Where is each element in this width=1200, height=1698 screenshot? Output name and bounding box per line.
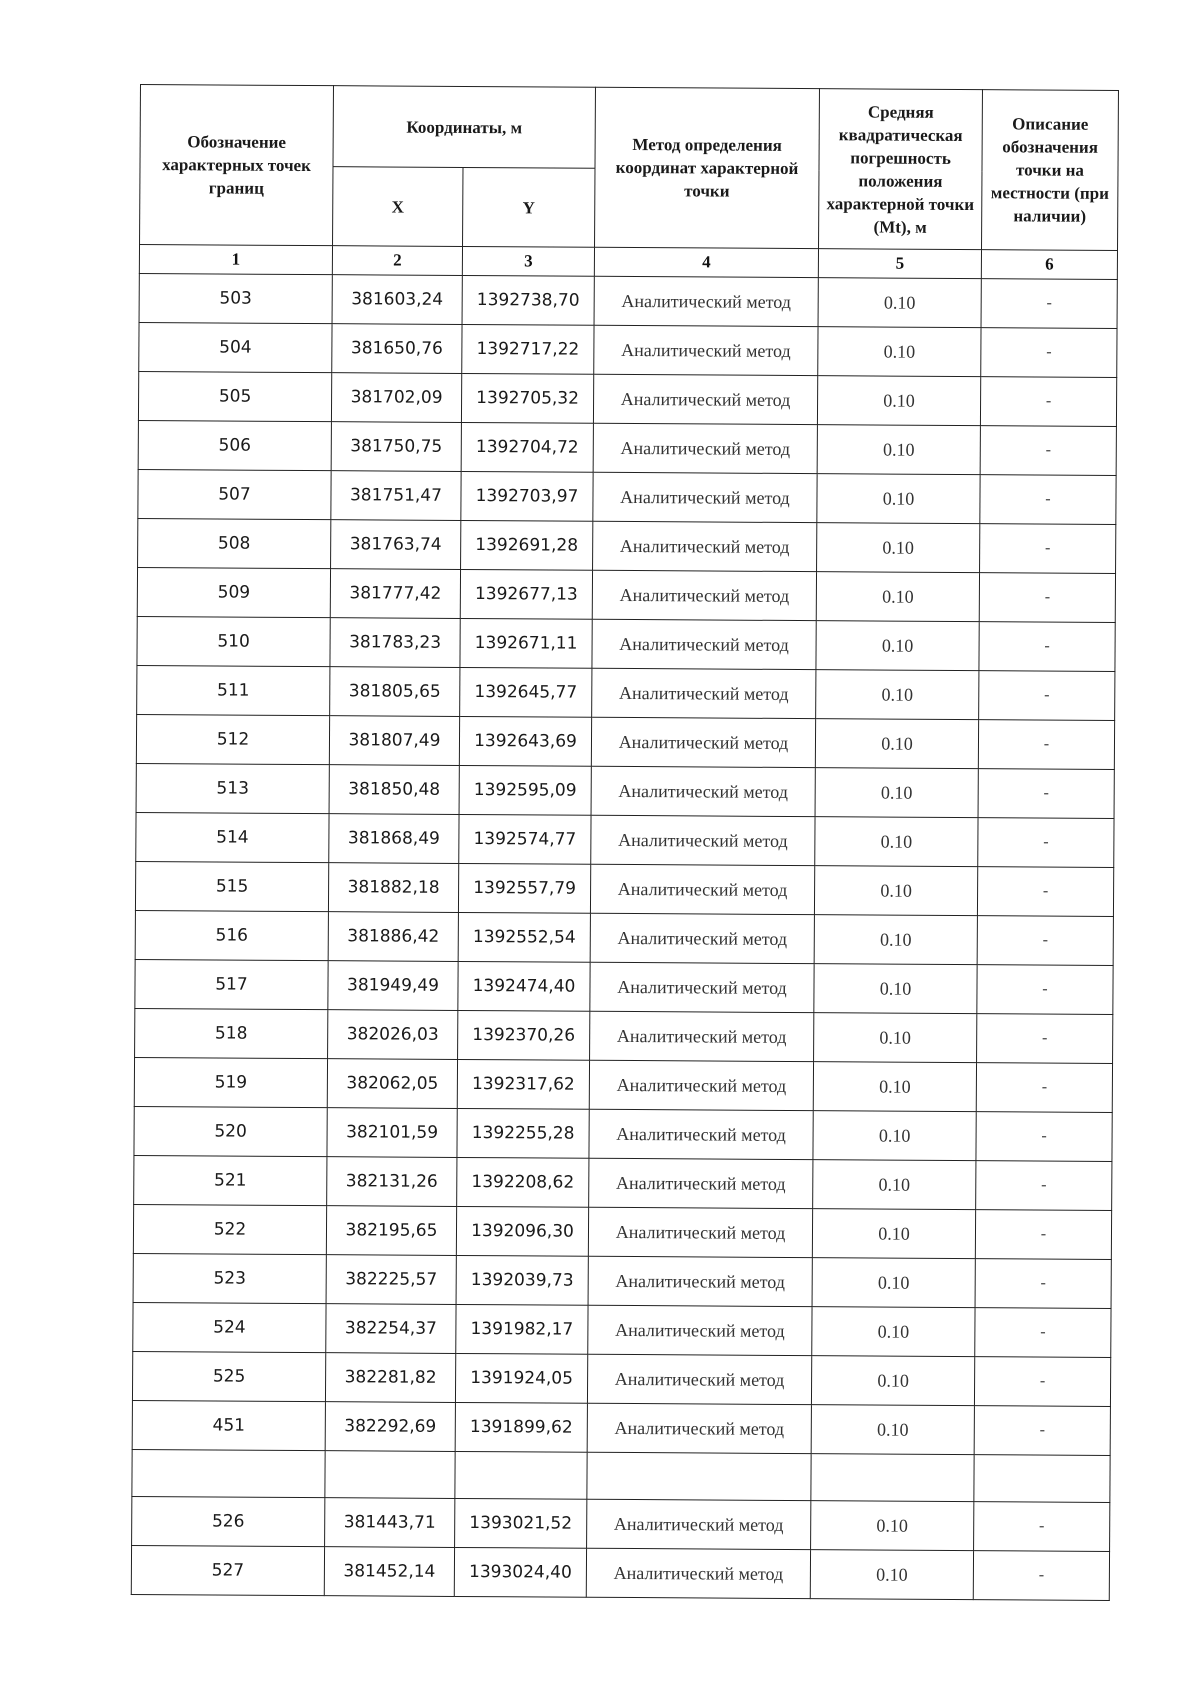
empty-cell	[811, 1454, 974, 1502]
method-cell: Аналитический метод	[592, 619, 816, 669]
column-number: 4	[594, 247, 818, 277]
y-coordinate-cell: 1392552,54	[458, 912, 590, 962]
mean-square-error-cell: 0.10	[817, 425, 980, 475]
mean-square-error-cell: 0.10	[818, 278, 981, 328]
point-id-cell: 507	[138, 469, 331, 519]
mean-square-error-cell: 0.10	[812, 1209, 975, 1259]
mean-square-error-cell: 0.10	[816, 621, 979, 671]
point-id-cell: 515	[135, 861, 328, 911]
point-id-cell: 523	[133, 1253, 326, 1303]
mean-square-error-cell: 0.10	[813, 1160, 976, 1210]
table-row	[138, 420, 1116, 475]
y-coordinate-cell: 1392703,97	[461, 471, 593, 521]
table-row	[133, 1302, 1111, 1357]
table-row	[139, 273, 1117, 328]
point-id-cell: 518	[135, 1008, 328, 1058]
x-coordinate-cell: 381882,18	[328, 863, 458, 913]
mean-square-error-cell: 0.10	[812, 1307, 975, 1357]
description-cell: -	[981, 279, 1117, 329]
mean-square-error-cell: 0.10	[811, 1501, 974, 1551]
y-coordinate-cell: 1392705,32	[461, 373, 593, 423]
table-row	[135, 959, 1113, 1014]
method-cell: Аналитический метод	[588, 1305, 812, 1355]
table-row	[136, 763, 1114, 818]
method-cell: Аналитический метод	[590, 913, 814, 963]
method-cell: Аналитический метод	[590, 864, 814, 914]
method-cell: Аналитический метод	[589, 1109, 813, 1159]
method-cell: Аналитический метод	[588, 1256, 812, 1306]
method-cell: Аналитический метод	[592, 668, 816, 718]
y-coordinate-cell: 1392595,09	[459, 765, 591, 815]
description-cell: -	[974, 1502, 1110, 1552]
x-coordinate-cell: 381949,49	[328, 961, 458, 1011]
method-cell: Аналитический метод	[593, 472, 817, 522]
description-cell: -	[976, 1112, 1112, 1162]
description-cell: -	[975, 1210, 1111, 1260]
point-id-cell: 517	[135, 959, 328, 1009]
y-coordinate-cell: 1392643,69	[459, 716, 591, 766]
description-cell: -	[976, 1161, 1112, 1211]
x-coordinate-cell: 381886,42	[328, 912, 458, 962]
mean-square-error-cell: 0.10	[810, 1550, 973, 1600]
table-row	[132, 1400, 1110, 1455]
y-coordinate-cell: 1392370,26	[458, 1010, 590, 1060]
mean-square-error-cell: 0.10	[816, 670, 979, 720]
mean-square-error-cell: 0.10	[817, 474, 980, 524]
x-coordinate-cell: 382281,82	[325, 1353, 455, 1403]
y-coordinate-cell: 1392691,28	[461, 520, 593, 570]
x-coordinate-cell: 381868,49	[329, 814, 459, 864]
table-row	[139, 322, 1117, 377]
description-cell: -	[977, 1014, 1113, 1064]
x-coordinate-cell: 382026,03	[328, 1010, 458, 1060]
column-number: 3	[462, 246, 594, 276]
empty-cell	[455, 1451, 587, 1499]
method-cell: Аналитический метод	[587, 1354, 811, 1404]
point-id-cell: 512	[136, 714, 329, 764]
method-cell: Аналитический метод	[590, 962, 814, 1012]
x-coordinate-cell: 381702,09	[331, 373, 461, 423]
mean-square-error-cell: 0.10	[813, 1062, 976, 1112]
x-coordinate-cell: 381452,14	[324, 1547, 454, 1597]
x-coordinate-cell: 381807,49	[329, 716, 459, 766]
mean-square-error-cell: 0.10	[815, 817, 978, 867]
point-id-cell: 516	[135, 910, 328, 960]
y-coordinate-cell: 1392574,77	[459, 814, 591, 864]
y-coordinate-cell: 1392255,28	[457, 1108, 589, 1158]
table-body	[131, 273, 1117, 1600]
point-id-cell: 514	[136, 812, 329, 862]
method-cell: Аналитический метод	[591, 717, 815, 767]
x-coordinate-cell: 382225,57	[326, 1255, 456, 1305]
mean-square-error-cell: 0.10	[814, 1013, 977, 1063]
table-row	[134, 1057, 1112, 1112]
point-id-cell: 524	[133, 1302, 326, 1352]
y-coordinate-cell: 1392096,30	[456, 1206, 588, 1256]
method-cell: Аналитический метод	[593, 374, 817, 424]
description-cell: -	[980, 475, 1116, 525]
x-coordinate-cell: 382062,05	[327, 1059, 457, 1109]
point-id-cell: 520	[134, 1106, 327, 1156]
y-coordinate-cell: 1392738,70	[462, 275, 594, 325]
method-cell: Аналитический метод	[589, 1060, 813, 1110]
method-cell: Аналитический метод	[593, 521, 817, 571]
description-cell: -	[979, 671, 1115, 721]
method-cell: Аналитический метод	[587, 1499, 811, 1549]
x-coordinate-cell: 381850,48	[329, 765, 459, 815]
description-cell: -	[981, 328, 1117, 378]
point-id-cell: 522	[133, 1204, 326, 1254]
description-cell: -	[978, 769, 1114, 819]
column-number: 5	[818, 249, 981, 279]
mean-square-error-cell: 0.10	[814, 915, 977, 965]
table-row	[138, 371, 1116, 426]
mean-square-error-cell: 0.10	[815, 768, 978, 818]
mean-square-error-cell: 0.10	[811, 1405, 974, 1455]
x-coordinate-cell: 381751,47	[331, 471, 461, 521]
description-cell: -	[976, 1063, 1112, 1113]
point-id-cell: 508	[138, 518, 331, 568]
empty-separator-row	[132, 1449, 1110, 1502]
y-coordinate-cell: 1392317,62	[457, 1059, 589, 1109]
x-coordinate-cell: 382131,26	[327, 1157, 457, 1207]
x-coordinate-cell: 382101,59	[327, 1108, 457, 1158]
x-coordinate-cell: 381783,23	[330, 618, 460, 668]
header-method: Метод определения координат характерной точки	[595, 87, 820, 248]
description-cell: -	[973, 1551, 1109, 1601]
description-cell: -	[974, 1406, 1110, 1456]
mean-square-error-cell: 0.10	[814, 866, 977, 916]
mean-square-error-cell: 0.10	[817, 376, 980, 426]
table-row	[133, 1204, 1111, 1259]
column-number: 2	[332, 246, 462, 276]
mean-square-error-cell: 0.10	[814, 964, 977, 1014]
description-cell: -	[974, 1357, 1110, 1407]
x-coordinate-cell: 381777,42	[330, 569, 460, 619]
point-id-cell: 506	[138, 420, 331, 470]
point-id-cell: 510	[137, 616, 330, 666]
method-cell: Аналитический метод	[589, 1158, 813, 1208]
table-row	[136, 714, 1114, 769]
header-point-designation: Обозначение характерных точек границ	[140, 85, 334, 246]
table-row	[134, 1106, 1112, 1161]
description-cell: -	[977, 965, 1113, 1015]
x-coordinate-cell: 382195,65	[326, 1206, 456, 1256]
empty-cell	[132, 1449, 325, 1497]
method-cell: Аналитический метод	[594, 276, 818, 326]
y-coordinate-cell: 1391899,62	[455, 1402, 587, 1452]
table-row	[137, 616, 1115, 671]
table-row	[138, 518, 1116, 573]
point-id-cell: 525	[132, 1351, 325, 1401]
boundary-points-table	[131, 84, 1119, 1601]
y-coordinate-cell: 1392039,73	[456, 1255, 588, 1305]
description-cell: -	[975, 1308, 1111, 1358]
method-cell: Аналитический метод	[594, 325, 818, 375]
y-coordinate-cell: 1393021,52	[455, 1498, 587, 1548]
x-coordinate-cell: 382292,69	[325, 1402, 455, 1452]
header-x: X	[333, 167, 463, 247]
method-cell: Аналитический метод	[591, 766, 815, 816]
table-row	[132, 1351, 1110, 1406]
point-id-cell: 513	[136, 763, 329, 813]
mean-square-error-cell: 0.10	[812, 1258, 975, 1308]
point-id-cell: 521	[134, 1155, 327, 1205]
column-number: 1	[139, 245, 332, 275]
y-coordinate-cell: 1391982,17	[456, 1304, 588, 1354]
table-row	[131, 1545, 1109, 1600]
mean-square-error-cell: 0.10	[816, 572, 979, 622]
table-row	[135, 1008, 1113, 1063]
y-coordinate-cell: 1391924,05	[455, 1353, 587, 1403]
description-cell: -	[978, 818, 1114, 868]
header-point-description: Описание обозначения точки на местности (при наличии)	[982, 90, 1119, 251]
method-cell: Аналитический метод	[591, 815, 815, 865]
x-coordinate-cell: 381443,71	[325, 1498, 455, 1548]
empty-cell	[325, 1451, 455, 1499]
y-coordinate-cell: 1392671,11	[460, 618, 592, 668]
y-coordinate-cell: 1392677,13	[460, 569, 592, 619]
description-cell: -	[977, 867, 1113, 917]
mean-square-error-cell: 0.10	[817, 523, 980, 573]
point-id-cell: 504	[139, 322, 332, 372]
empty-cell	[587, 1452, 811, 1500]
x-coordinate-cell: 381650,76	[332, 324, 462, 374]
y-coordinate-cell: 1392645,77	[460, 667, 592, 717]
table-row	[138, 469, 1116, 524]
table-row	[136, 812, 1114, 867]
header-coordinates: Координаты, м	[333, 86, 596, 169]
method-cell: Аналитический метод	[588, 1207, 812, 1257]
point-id-cell: 451	[132, 1400, 325, 1450]
table-row	[137, 665, 1115, 720]
table-row	[133, 1253, 1111, 1308]
y-coordinate-cell: 1392717,22	[462, 324, 594, 374]
method-cell: Аналитический метод	[590, 1011, 814, 1061]
point-id-cell: 527	[131, 1545, 324, 1595]
table-row	[137, 567, 1115, 622]
method-cell: Аналитический метод	[593, 423, 817, 473]
mean-square-error-cell: 0.10	[813, 1111, 976, 1161]
y-coordinate-cell: 1393024,40	[454, 1547, 586, 1597]
header-mean-square-error: Средняя квадратическая погрешность положения характерной точки (Mt), м	[819, 89, 983, 250]
table-row	[135, 861, 1113, 916]
table-row	[132, 1496, 1110, 1551]
point-id-cell: 503	[139, 273, 332, 323]
y-coordinate-cell: 1392557,79	[458, 863, 590, 913]
x-coordinate-cell: 381805,65	[330, 667, 460, 717]
method-cell: Аналитический метод	[587, 1403, 811, 1453]
x-coordinate-cell: 381763,74	[331, 520, 461, 570]
point-id-cell: 511	[137, 665, 330, 715]
point-id-cell: 505	[138, 371, 331, 421]
column-number: 6	[981, 250, 1117, 280]
mean-square-error-cell: 0.10	[818, 327, 981, 377]
description-cell: -	[980, 524, 1116, 574]
header-row	[140, 85, 1118, 172]
description-cell: -	[979, 622, 1115, 672]
y-coordinate-cell: 1392704,72	[461, 422, 593, 472]
mean-square-error-cell: 0.10	[811, 1356, 974, 1406]
description-cell: -	[977, 916, 1113, 966]
method-cell: Аналитический метод	[592, 570, 816, 620]
description-cell: -	[980, 377, 1116, 427]
table-row	[135, 910, 1113, 965]
point-id-cell: 526	[132, 1496, 325, 1546]
header-y: Y	[463, 167, 595, 247]
x-coordinate-cell: 382254,37	[326, 1304, 456, 1354]
y-coordinate-cell: 1392208,62	[457, 1157, 589, 1207]
point-id-cell: 519	[134, 1057, 327, 1107]
description-cell: -	[980, 426, 1116, 476]
empty-cell	[974, 1455, 1110, 1503]
description-cell: -	[975, 1259, 1111, 1309]
point-id-cell: 509	[137, 567, 330, 617]
table-row	[134, 1155, 1112, 1210]
x-coordinate-cell: 381603,24	[332, 275, 462, 325]
mean-square-error-cell: 0.10	[815, 719, 978, 769]
method-cell: Аналитический метод	[586, 1548, 810, 1598]
y-coordinate-cell: 1392474,40	[458, 961, 590, 1011]
description-cell: -	[978, 720, 1114, 770]
x-coordinate-cell: 381750,75	[331, 422, 461, 472]
description-cell: -	[979, 573, 1115, 623]
